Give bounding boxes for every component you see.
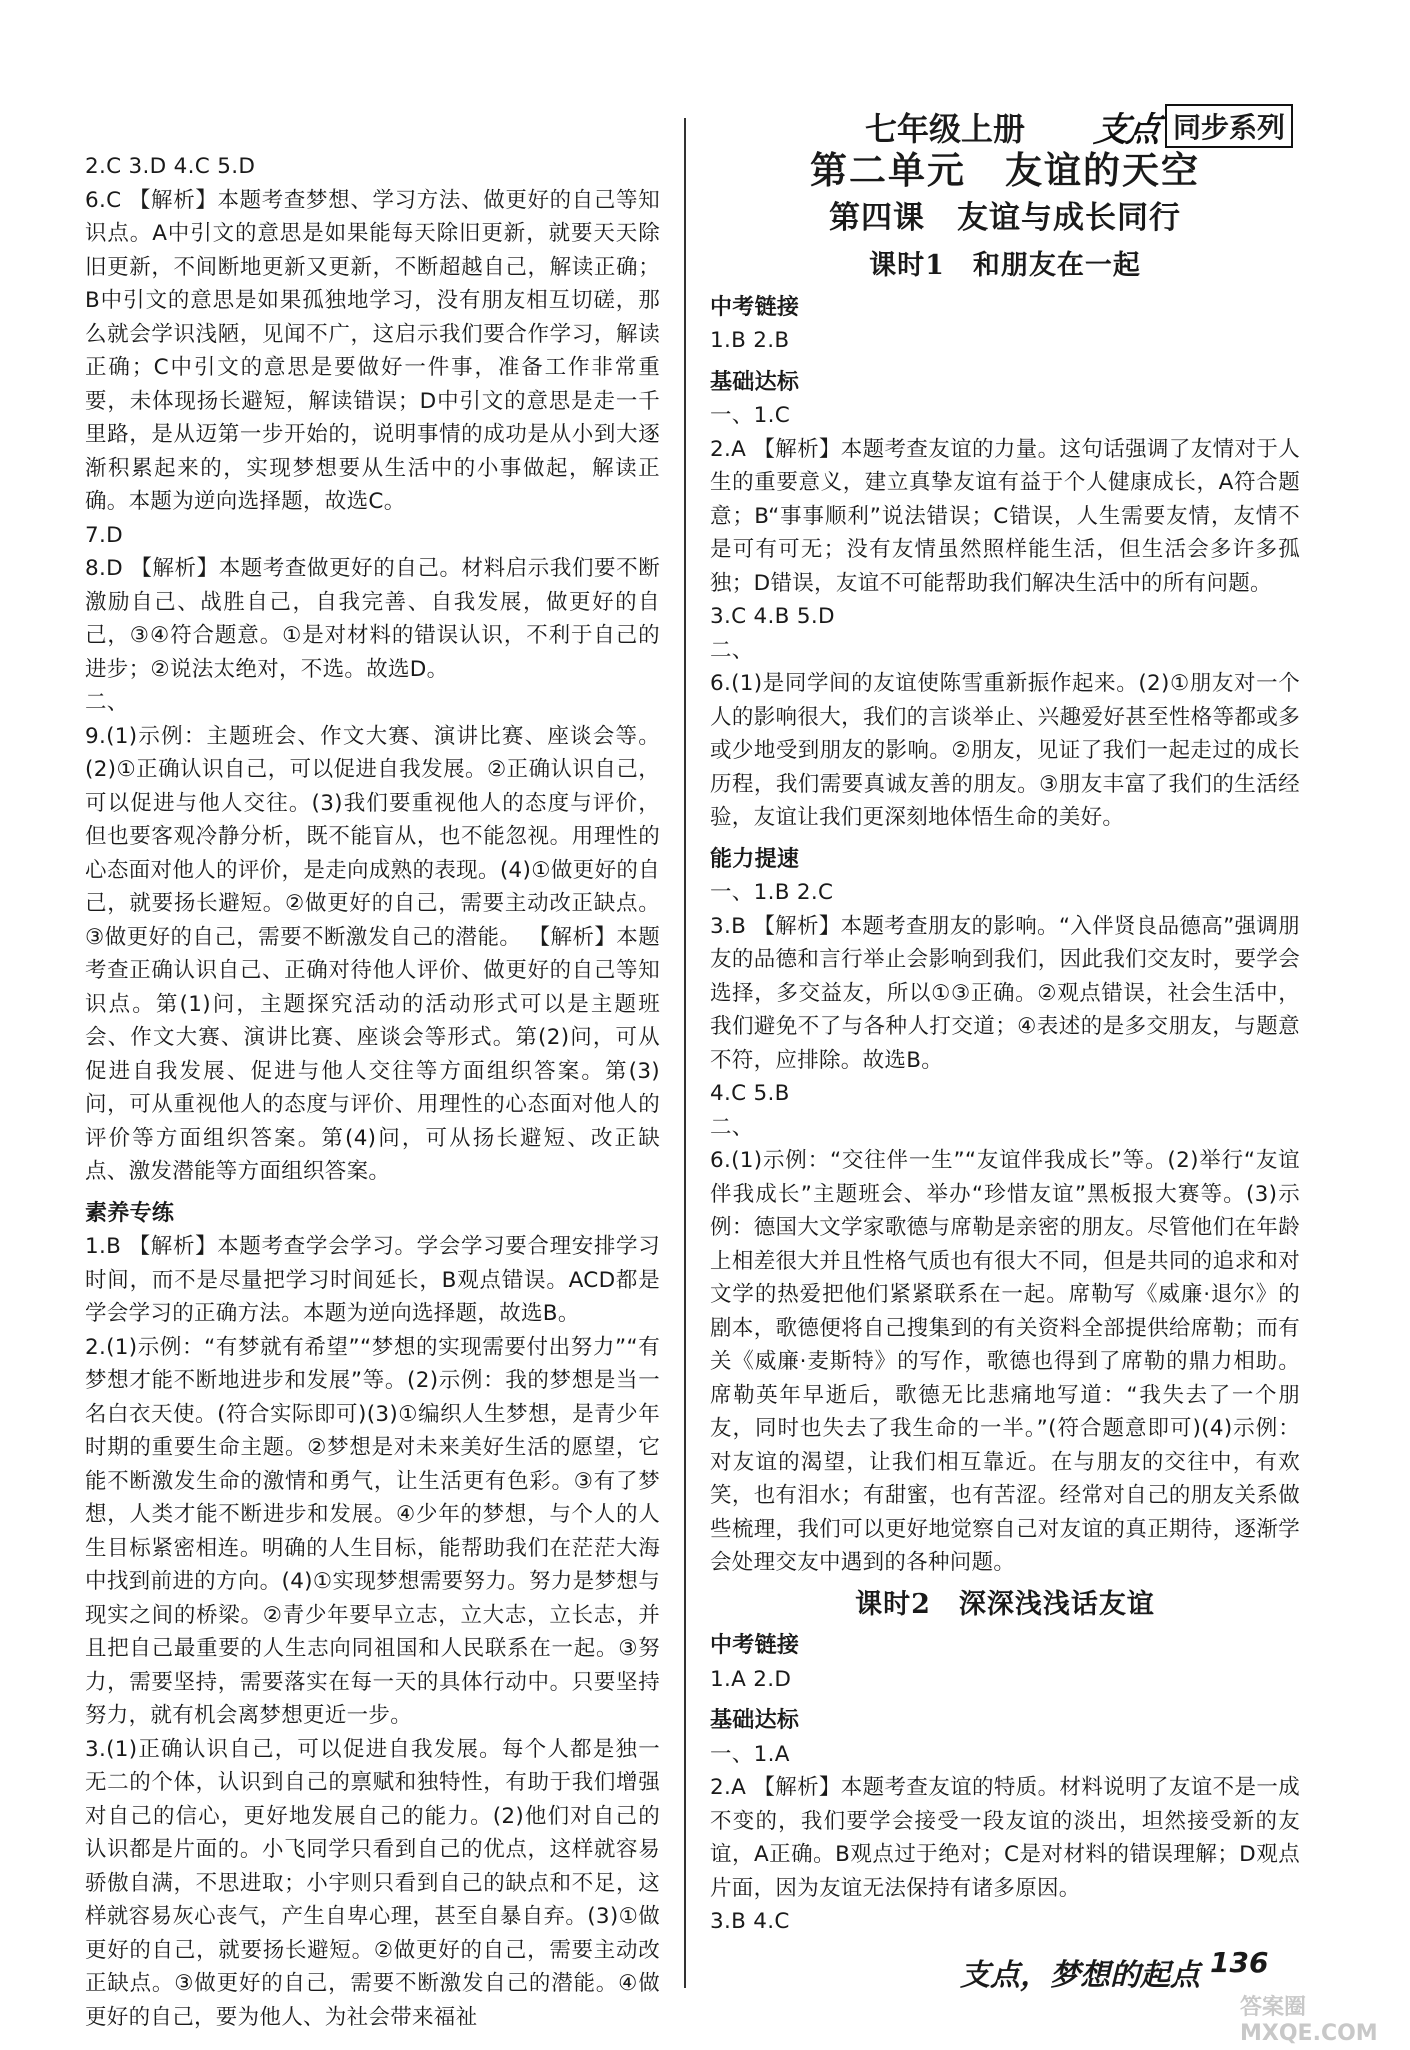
- answer-paragraph: 2.(1)示例：“有梦就有希望”“梦想的实现需要付出努力”“有梦想才能不断地进步和发展”等。(2)示例：我的梦想是当一名白衣天使。(符合实际即可)(3)①编织人生梦想，是青少年时期的重要生命主题。②梦想是对未来美好生活的愿望，它能不断激发生命的激情和勇气，让生活更有色彩。③有了梦想，人类才能不断进步和发展。④少年的梦想，与个人的人生目标紧密相连。明确的人生目标，能帮助我们在茫茫大海中找到前进的方向。(4)①实现梦想需要努力。努力是梦想与现实之间的桥梁。②青少年要早立志，立大志，立长志，并且把自己最重要的人生志向同祖国和人民联系在一起。③努力，需要坚持，需要落实在每一天的具体行动中。只要坚持努力，就有机会离梦想更近一步。: [85, 1334, 660, 1728]
- brand-logo: 支点: [1091, 110, 1162, 150]
- answer-paragraph: 7.D: [85, 522, 123, 548]
- right-column: [710, 150, 1300, 1939]
- watermark: 答案圈 MXQE.COM: [1240, 1995, 1378, 2046]
- period-1-content: [710, 291, 1300, 1580]
- answer-paragraph: 6.C 【解析】本题考查梦想、学习方法、做更好的自己等知识点。A中引文的意思是如果能每天除旧更新，就要天天除旧更新，不间断地更新又更新，不断超越自己，解读正确；B中引文的意思是如果孤独地学习，没有朋友相互切磋，那么就会学识浅陋，见闻不广，这启示我们要合作学习，解读正确；C中引文的意思是要做好一件事，准备工作非常重要，未体现扬长避短，解读错误；D中引文的意思是走一千里路，是从迈第一步开始的，说明事情的成功是从小到大逐渐积累起来的，实现梦想要从生活中的小事做起，解读正确。本题为逆向选择题，故选C。: [85, 187, 660, 514]
- answer-paragraph: 2.A 【解析】本题考查友谊的特质。材料说明了友谊不是一成不变的，我们要学会接受一段友谊的淡出，坦然接受新的友谊，A正确。B观点过于绝对；C是对材料的错误理解；D观点片面，因为友谊无法保持有诸多原因。: [710, 1775, 1300, 1901]
- answer-paragraph: 3.C 4.B 5.D: [710, 604, 835, 629]
- grade-label: 七年级上册: [865, 110, 1026, 148]
- section-heading: 基础达标: [710, 1708, 800, 1733]
- answer-paragraph: 4.C 5.B: [710, 1081, 790, 1106]
- page-number: 136: [1210, 1946, 1269, 1979]
- unit-title: 第二单元 友谊的天空: [810, 148, 1200, 192]
- answer-paragraph: 1.B 【解析】本题考查学会学习。学会学习要合理安排学习时间，而不是尽量把学习时间延长，B观点错误。ACD都是学会学习的正确方法。本题为逆向选择题，故选B。: [85, 1234, 660, 1326]
- period-2-content: [710, 1629, 1300, 1939]
- column-divider: [684, 118, 686, 1988]
- period-1-title: 课时1 和朋友在一起: [869, 250, 1141, 281]
- answer-paragraph: 6.(1)是同学间的友谊使陈雪重新振作起来。(2)①朋友对一个人的影响很大，我们的言谈举止、兴趣爱好甚至性格等都或多或少地受到朋友的影响。②朋友，见证了我们一起走过的成长历程，我们需要真诚友善的朋友。③朋友丰富了我们的生活经验，友谊让我们更深刻地体悟生命的美好。: [710, 671, 1300, 830]
- answer-paragraph: 8.D 【解析】本题考查做更好的自己。材料启示我们要不断激励自己、战胜自己，自我完善、自我发展，做更好的自己，③④符合题意。①是对材料的错误认识，不利于自己的进步；②说法太绝对，不选。故选D。: [85, 556, 660, 682]
- answer-paragraph: 3.B 4.C: [710, 1909, 790, 1934]
- footer-slogan: 支点，梦想的起点: [960, 1958, 1200, 1993]
- section-heading: 中考链接: [710, 1633, 800, 1658]
- answer-paragraph: 一、1.B 2.C: [710, 880, 834, 905]
- answer-paragraph: 二、: [710, 1114, 754, 1140]
- period-2-title: 课时2 深深浅浅话友谊: [855, 1588, 1155, 1620]
- answer-paragraph: 9.(1)示例：主题班会、作文大赛、演讲比赛、座谈会等。(2)①正确认识自己，可以促进自我发展。②正确认识自己，可以促进与他人交往。(3)我们要重视他人的态度与评价，但也要客观冷静分析，既不能盲从，也不能忽视。用理性的心态面对他人的评价，是走向成熟的表现。(4)①做更好的自己，就要扬长避短。②做更好的自己，需要主动改正缺点。③做更好的自己，需要不断激发自己的潜能。 【解析】本题考查正确认识自己、正确对待他人评价、做更好的自己等知识点。第(1)问，主题探究活动的活动形式可以是主题班会、作文大赛、演讲比赛、座谈会等形式。第(2)问，可从促进自我发展、促进与他人交往等方面组织答案。第(3)问，可从重视他人的态度与评价、用理性的心态面对他人的评价等方面组织答案。第(4)问，可从扬长避短、改正缺点、激发潜能等方面组织答案。: [85, 723, 660, 1184]
- answer-paragraph: 一、1.A: [710, 1741, 790, 1767]
- section-heading: 能力提速: [710, 846, 800, 872]
- section-heading: 素养专练: [85, 1200, 175, 1226]
- answer-paragraph: 1.A 2.D: [710, 1666, 792, 1692]
- section-heading: 中考链接: [710, 294, 800, 320]
- answer-paragraph: 6.(1)示例：“交往伴一生”“友谊伴我成长”等。(2)举行“友谊伴我成长”主题班会、举办“珍惜友谊”黑板报大赛等。(3)示例：德国大文学家歌德与席勒是亲密的朋友。尽管他们在年龄上相差很大并且性格气质也有很大不同，但是共同的追求和对文学的热爱把他们紧紧联系在一起。席勒写《威廉·退尔》的剧本，歌德便将自己搜集到的有关资料全部提供给席勒；而有关《威廉·麦斯特》的写作，歌德也得到了席勒的鼎力相助。席勒英年早逝后，歌德无比悲痛地写道：“我失去了一个朋友，同时也失去了我生命的一半。”(符合题意即可)(4)示例：对友谊的渴望，让我们相互靠近。在与朋友的交往中，有欢笑，也有泪水；有甜蜜，也有苦涩。经常对自己的朋友关系做些梳理，我们可以更好地觉察自己对友谊的真正期待，逐渐学会处理交友中遇到的各种问题。: [710, 1148, 1300, 1575]
- answer-paragraph: 一、1.C: [710, 403, 791, 428]
- answer-paragraph: 二、: [710, 637, 754, 663]
- answer-paragraph: 2.C 3.D 4.C 5.D: [85, 154, 256, 179]
- answer-paragraph: 3.B 【解析】本题考查朋友的影响。“入伴贤良品德高”强调朋友的品德和言行举止会影响到我们，因此我们交友时，要学会选择，多交益友，所以①③正确。②观点错误，社会生活中，我们避免不了与各种人打交道；④表述的是多交朋友，与题意不符，应排除。故选B。: [710, 913, 1300, 1073]
- section-heading: 基础达标: [710, 369, 800, 395]
- series-label: 同步系列: [1165, 104, 1293, 148]
- answer-paragraph: 2.A 【解析】本题考查友谊的力量。这句话强调了友情对于人生的重要意义，建立真挚友谊有益于个人健康成长，A符合题意；B“事事顺利”说法错误；C错误，人生需要友情，友情不是可有可无；没有友情虽然照样能生活，但生活会多许多孤独；D错误，友谊不可能帮助我们解决生活中的所有问题。: [710, 436, 1300, 596]
- answer-paragraph: 3.(1)正确认识自己，可以促进自我发展。每个人都是独一无二的个体，认识到自己的禀赋和独特性，有助于我们增强对自己的信心，更好地发展自己的能力。(2)他们对自己的认识都是片面的。小飞同学只看到自己的优点，这样就容易骄傲自满，不思进取；小宇则只看到自己的缺点和不足，这样就容易灰心丧气，产生自卑心理，甚至自暴自弃。(3)①做更好的自己，就要扬长避短。②做更好的自己，需要主动改正缺点。③做更好的自己，需要不断激发自己的潜能。④做更好的自己，要为他人、为社会带来福祉: [85, 1736, 660, 2030]
- left-column: [85, 150, 660, 2034]
- answer-paragraph: 二、: [85, 690, 129, 715]
- answer-paragraph: 1.B 2.B: [710, 328, 790, 353]
- lesson-title: 第四课 友谊与成长同行: [829, 199, 1181, 236]
